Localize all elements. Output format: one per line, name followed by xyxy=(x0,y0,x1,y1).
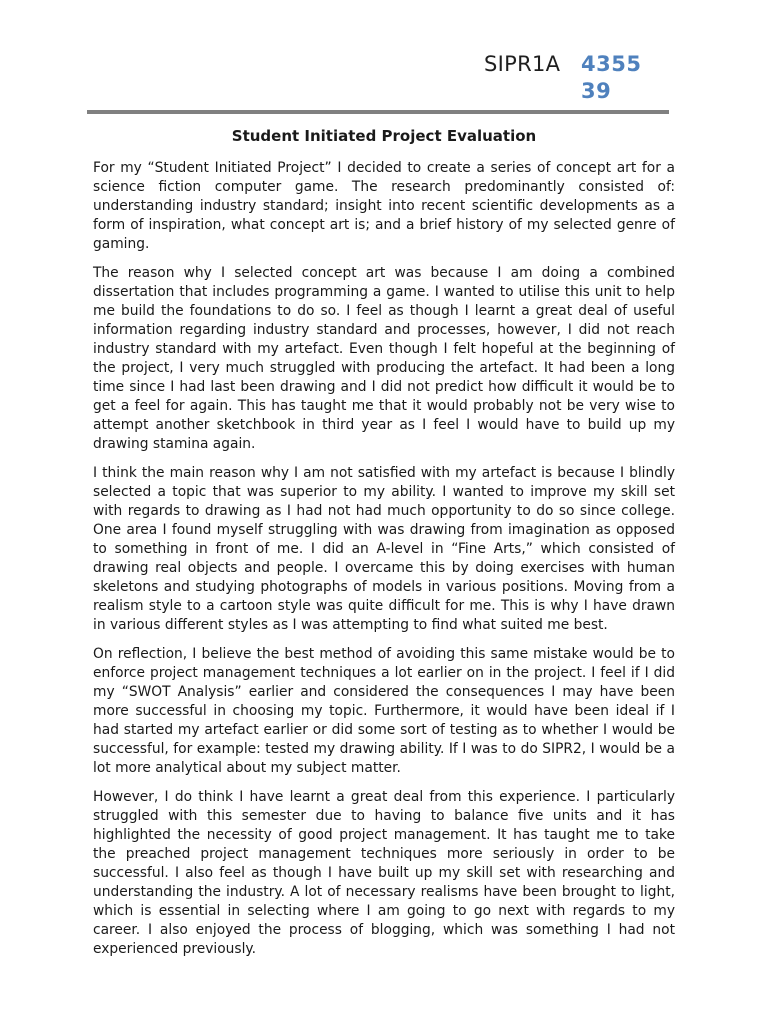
student-id: 435539 xyxy=(581,52,642,103)
document-title: Student Initiated Project Evaluation xyxy=(231,127,537,145)
course-code: SIPR1A xyxy=(484,52,561,76)
document-body xyxy=(93,159,675,969)
paragraph-4: On reflection, I believe the best method of avoiding this same mistake would be to enforce project management techniques a lot earlier on in the project. I feel if I did my “SWOT Analysis” earlier and considered the consequences I may have been more successful in choosing my topic. Furthermore, it would have been ideal if I had started my artefact earlier or did some sort of testing as to whether I would be successful, for example: tested my drawing ability. If I was to do SIPR2, I would be a lot more analytical about my subject matter. xyxy=(93,646,675,776)
paragraph-2: The reason why I selected concept art was because I am doing a combined dissertation that includes programming a game. I wanted to utilise this unit to help me build the foundations to do so. I feel as though I learnt a great deal of useful information regarding industry standard and processes, however, I did not reach industry standard with my artefact. Even though I felt hopeful at the beginning of the project, I very much struggled with producing the artefact. It had been a long time since I had last been drawing and I did not predict how difficult it would be to get a feel for again. This has taught me that it would probably not be very wise to attempt another sketchbook in third year as I feel I would have to build up my drawing stamina again. xyxy=(93,265,675,452)
paragraph-1: For my “Student Initiated Project” I decided to create a series of concept art for a science fiction computer game. The research predominantly consisted of: understanding industry standard; insight into recent scientific developments as a form of inspiration, what concept art is; and a brief history of my selected genre of gaming. xyxy=(93,160,675,252)
paragraph-3: I think the main reason why I am not satisfied with my artefact is because I blindly selected a topic that was superior to my ability. I wanted to improve my skill set with regards to drawing as I had not had much opportunity to do so since college. One area I found myself struggling with was drawing from imagination as opposed to something in front of me. I did an A-level in “Fine Arts,” which consisted of drawing real objects and people. I overcame this by doing exercises with human skeletons and studying photographs of models in various positions. Moving from a realism style to a cartoon style was quite difficult for me. This is why I have drawn in various different styles as I was attempting to find what suited me best. xyxy=(93,465,675,633)
page-header xyxy=(0,0,768,115)
paragraph-5: However, I do think I have learnt a great deal from this experience. I particularly struggled with this semester due to having to balance five units and it has highlighted the necessity of good project management. It has taught me to take the preached project management techniques more seriously in order to be successful. I also feel as though I have built up my skill set with researching and understanding the industry. A lot of necessary realisms have been brought to light, which is essential in selecting where I am going to go next with regards to my career. I also enjoyed the process of blogging, which was something I had not experienced previously. xyxy=(93,789,675,957)
header-divider xyxy=(87,110,669,114)
